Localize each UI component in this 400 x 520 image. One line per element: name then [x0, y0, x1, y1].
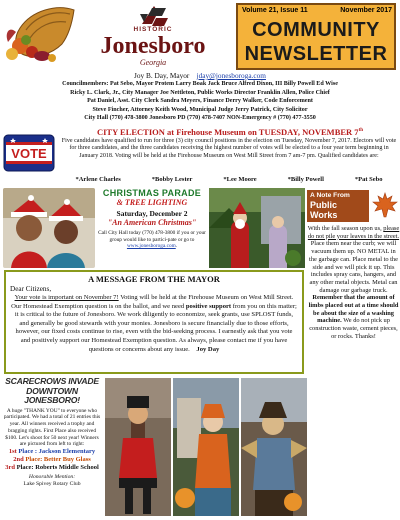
vote-badge-text: VOTE	[11, 146, 47, 161]
parade-body-tail: .	[175, 243, 178, 250]
election-heading-text: CITY ELECTION at Firehouse Museum on TUESDAY, NOVEMBER 7	[96, 127, 359, 137]
public-works-header	[307, 188, 400, 224]
council-line-2: Ricky L. Clark, Jr., City Manager Joe Nettleton, Public Works Director Franklin Allen, Police Chief	[70, 89, 330, 96]
scarecrows-title-1: SCARECROWS INVADE	[5, 376, 99, 386]
scarecrow-photo-1	[105, 378, 171, 516]
mayor-message	[4, 270, 304, 374]
title-line-1: COMMUNITY	[252, 19, 380, 41]
title-line-2: NEWSLETTER	[244, 43, 388, 65]
mayor-msg-t2: from you on this matter; it is critical to the future of Jonesboro. We work diligently to economize, seek grants, use SPLOST funds, and generally be good stewards with your monies. Jonesboro is secure financially due to those efforts, however, our fixed costs continue to rise, even with the bid-seeking process. I earnestly ask that you vote and positively support our Homestead Exemption question. As always, please contact me if you have questions or concerns about any issue.	[14, 302, 297, 353]
election-heading-sup: th	[358, 128, 364, 134]
election-section	[0, 127, 400, 185]
vote-badge-icon	[3, 129, 55, 177]
scarecrow-photo-3	[241, 378, 307, 516]
candidate: *Billy Powell	[287, 176, 324, 183]
maple-leaf-icon	[371, 191, 399, 219]
newsletter-title-box	[236, 3, 396, 70]
public-works-title-3: Works	[310, 210, 338, 220]
public-works-title-2: Public	[310, 200, 338, 210]
winner-3-name: Place: Roberts Middle School	[14, 464, 99, 471]
parade-body	[97, 230, 207, 250]
mayor-message-body	[10, 294, 298, 354]
issue-line	[242, 7, 392, 14]
mayor-msg-t1: Voting will be held at the Firehouse Museum on West Mill Street. Our Homestead Exemption question is on the ballot, and we need	[11, 294, 294, 310]
public-works-title-1: A Note From	[310, 192, 350, 199]
logo-mark-icon	[138, 2, 170, 28]
winner-3-rank: 3rd	[5, 464, 15, 471]
mayor-email-link[interactable]: jday@jonesboroga.com	[196, 71, 266, 80]
honorable-mention-value: Lake Spivey Rotary Club	[23, 480, 81, 487]
winner-2	[0, 456, 104, 464]
election-body: Five candidates have qualified to run for three (3) city council positions in the election on Tuesday, November 7, 2017. Electors will vote for three candidates, and the three candidates receiving the highest number of votes will be elected to a four year term beginning in January 2018. Voting will be held at the Firehouse Museum on West Mill Street from 7 am-7 pm. Qualified candidates are:	[61, 138, 397, 159]
election-heading	[60, 127, 400, 137]
mayor-message-title: A MESSAGE FROM THE MAYOR	[88, 274, 220, 284]
winner-1-name: Place : Jackson Elementary	[16, 448, 96, 455]
honorable-mention-label: Honorable Mention:	[28, 474, 76, 480]
scarecrows-section	[0, 377, 104, 520]
pw-text-3: Place them near the curb; we will vacuum them up. NO METAL in the garbage can. Place metal to the side and we will pick it up. This includes spray cans, hangers, and any other metal objects. Metal can damage our garbage truck.	[309, 240, 398, 294]
council-line-1: Councilmembers: Pat Sebo, Mayor Protem Larry Boak Jack Bruce Alfred Dixon, III Billy Powell Ed Wise	[62, 81, 338, 87]
scarecrow-photo-2	[173, 378, 239, 516]
public-works-title	[307, 190, 369, 222]
mayor-line	[0, 71, 400, 80]
winner-3	[0, 464, 104, 472]
parade-date: Saturday, December 2	[116, 209, 188, 218]
volume-issue: Volume 21, Issue 11	[242, 7, 308, 14]
christmas-parade-notice	[97, 188, 207, 268]
cornucopia-illustration	[2, 2, 82, 64]
council-line-4: Steve Fincher, Attorney Keith Wood, Municipal Judge Jerry Patrick, City Solicitor	[92, 106, 308, 113]
public-works-body	[307, 225, 400, 341]
parade-body-text: Call City Hall today (770) 478-3800 if you or your group would like to partici-pate or go to	[98, 230, 206, 243]
parade-title: CHRISTMAS PARADE	[102, 188, 202, 198]
parade-subtitle: & TREE LIGHTING	[116, 198, 188, 207]
pw-text-1: With the fall season upon us,	[307, 225, 382, 232]
mayor-name: Joy B. Day, Mayor	[134, 71, 190, 80]
winner-2-name: Place: Better Buy Glass	[23, 456, 91, 463]
scarecrows-title-2: DOWNTOWN JONESBORO!	[24, 385, 80, 406]
candidate-list	[60, 176, 398, 183]
issue-month: November 2017	[340, 7, 392, 14]
children-photo	[3, 188, 95, 268]
logo-city: Jonesboro	[100, 33, 206, 59]
candidate: *Lee Moore	[223, 176, 257, 183]
winner-1-rank: 1st	[8, 448, 17, 455]
parade-theme: "An American Christmas"	[107, 218, 197, 227]
mayor-signature: Joy Day	[196, 345, 220, 353]
mayor-message-greeting: Dear Citizens,	[10, 285, 52, 293]
council-line-3: Pat Daniel, Asst. City Clerk Sandra Meyers, Finance Derry Walker, Code Enforcement	[87, 98, 313, 105]
city-logo	[98, 2, 208, 70]
public-works-note	[307, 188, 400, 520]
pw-text-2: please do not pile your leaves in the street.	[307, 225, 400, 240]
mayor-msg-b1: positive support	[185, 302, 232, 310]
masthead	[0, 0, 400, 72]
city-website-link[interactable]: www.jonesboroga.com	[126, 243, 176, 250]
winner-2-rank: 2nd	[13, 456, 24, 463]
council-directory	[0, 71, 400, 127]
scarecrows-body: A huge "THANK YOU" to everyone who participated. We had a total of 21 entries this year. All winners received a trophy and bragging rights. First Place also received $100. Let's shoot for 50 next year! Winners are pictured from left to right:	[3, 407, 101, 448]
candidate: *Pat Sebo	[354, 176, 383, 183]
mayor-msg-u1: Your vote is important on November 7!	[14, 294, 119, 301]
winner-1	[0, 448, 104, 456]
santa-photo	[209, 188, 305, 268]
council-line-5: City Hall (770) 478-3800 Jonesboro PD (770) 478-7407 NON-Emergency # (770) 477-3550	[84, 115, 316, 122]
candidate: *Bobby Lester	[151, 176, 193, 183]
logo-state: Georgia	[139, 58, 167, 67]
logo-historic: HISTORIC	[133, 26, 173, 33]
pw-text-5: We do not pick up construction waste, cement pieces, or rocks. Thanks!	[309, 317, 398, 340]
candidate: *Arlene Charles	[75, 176, 121, 183]
pw-text-4: Remember that the amount of limbs placed out at a time should be about the size of a washing machine.	[308, 294, 399, 325]
